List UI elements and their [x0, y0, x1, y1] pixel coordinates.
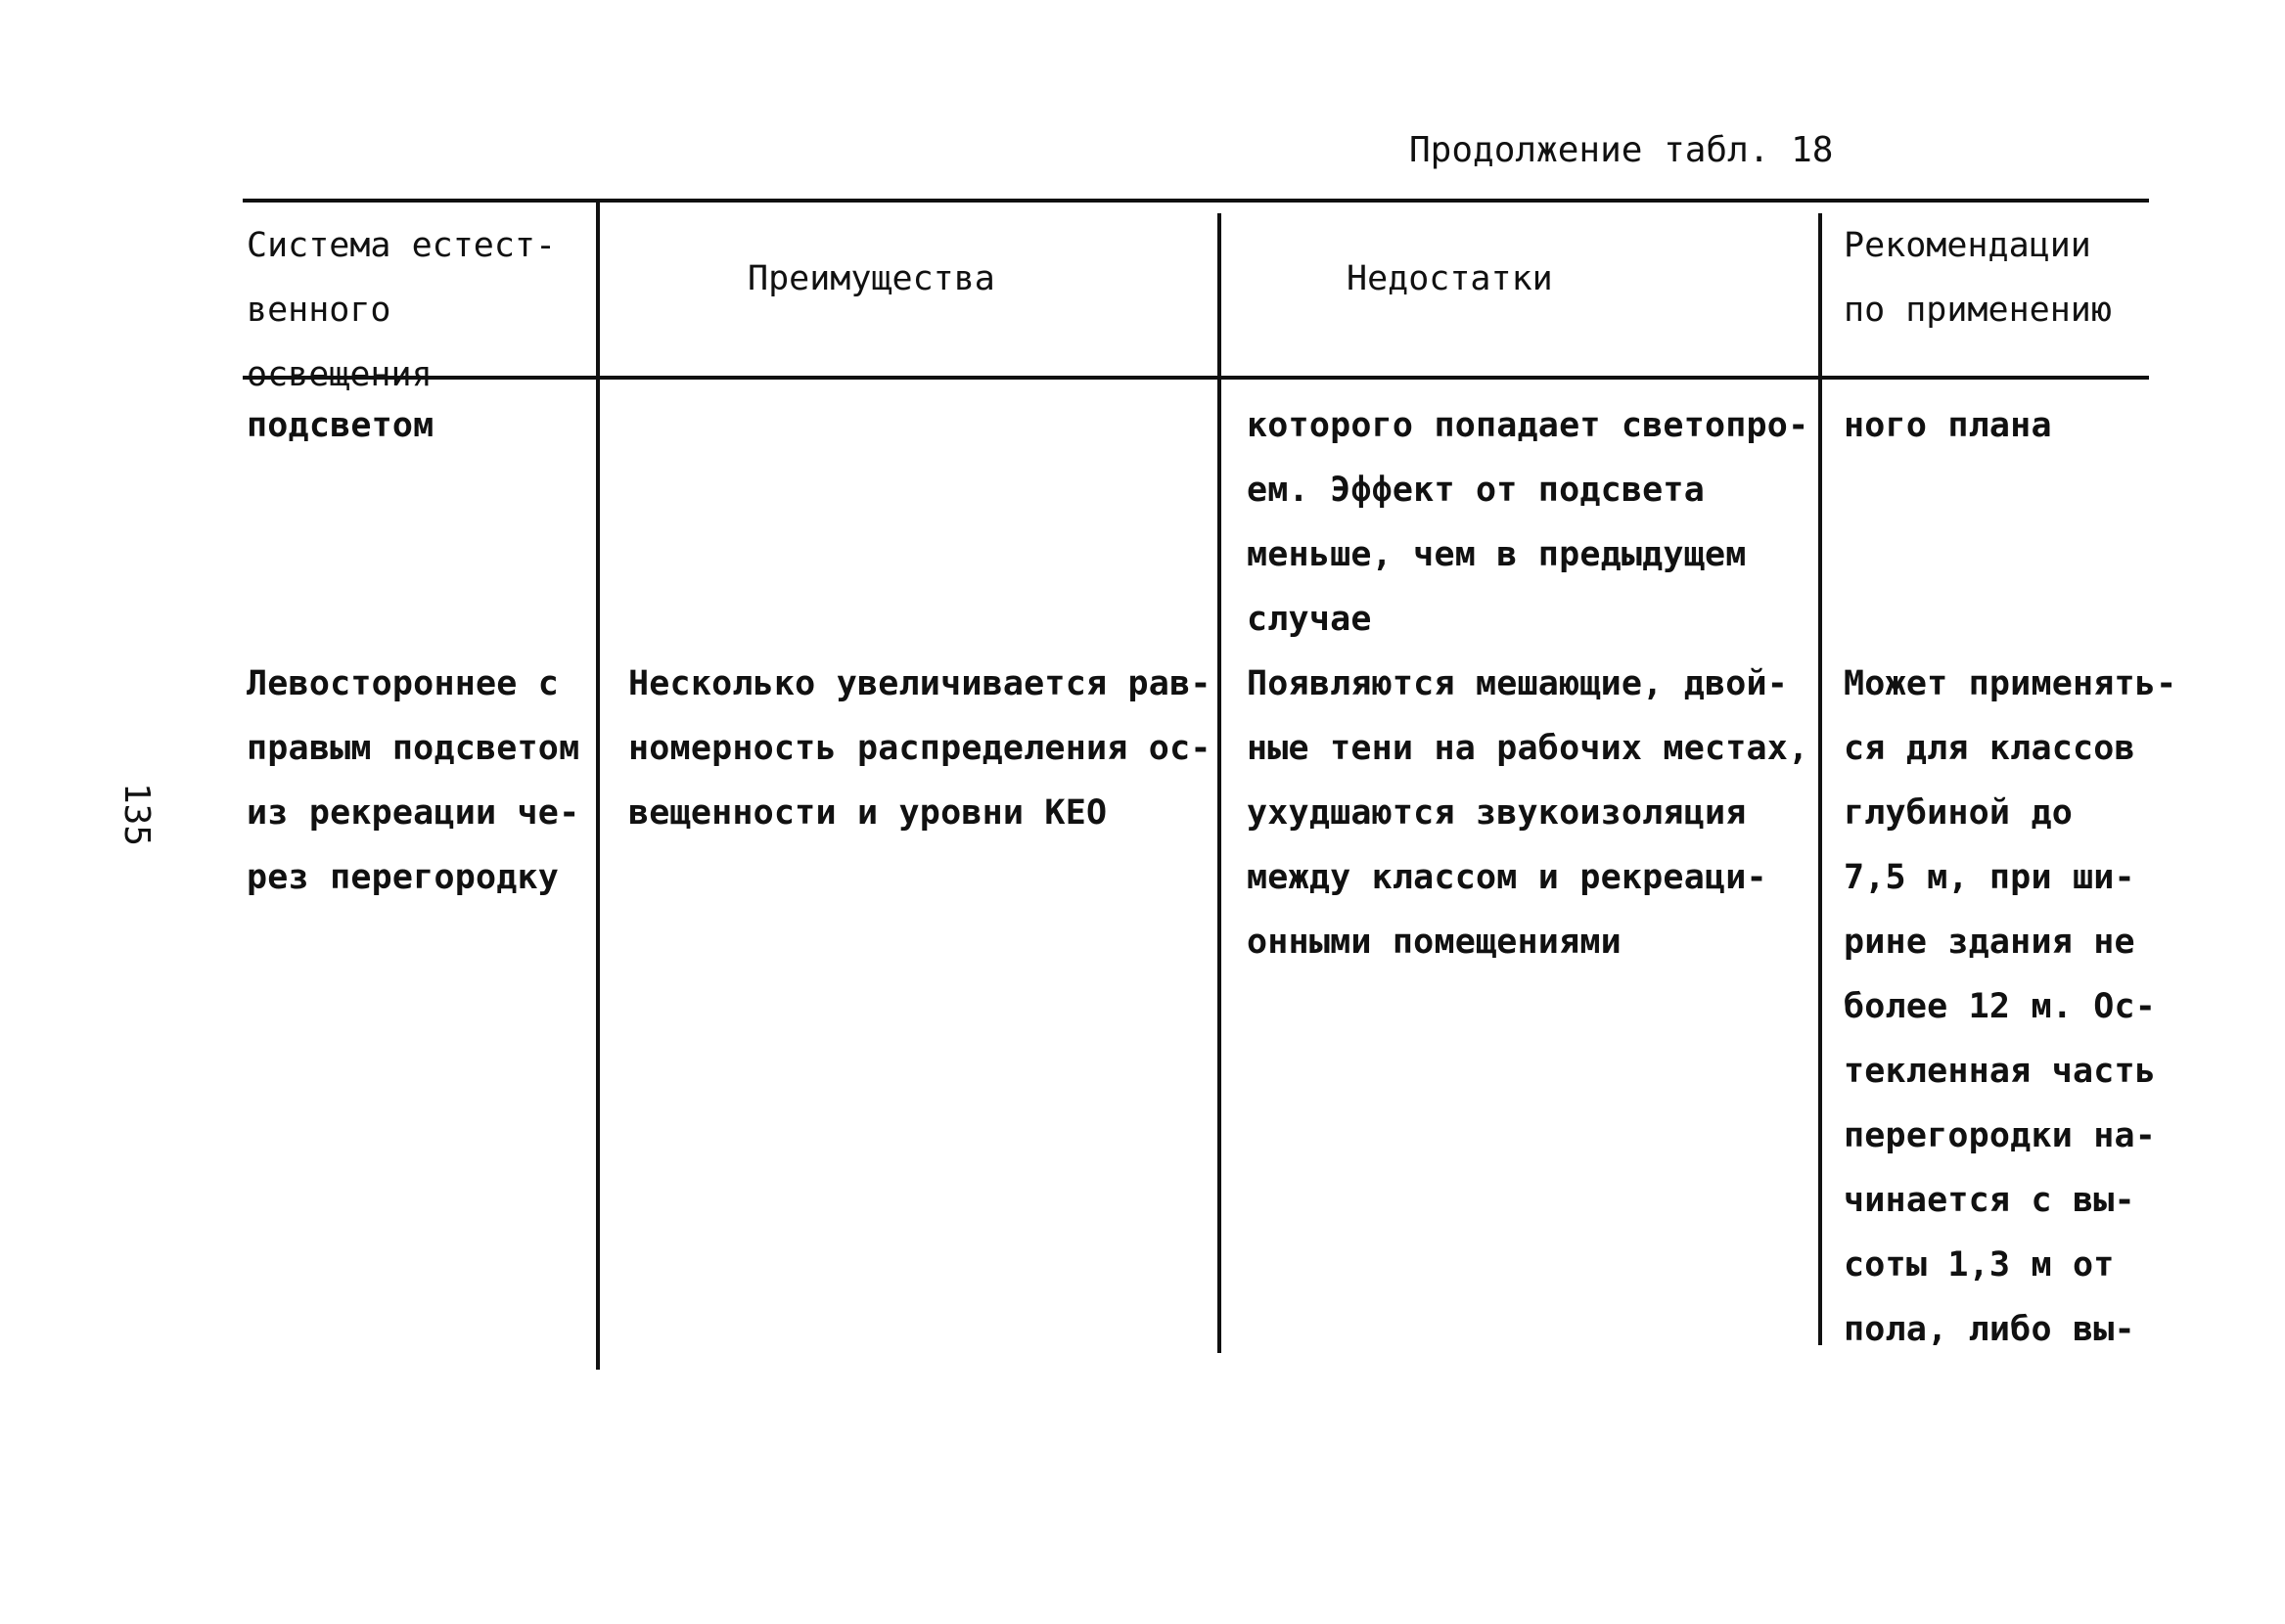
page-number: 135 [116, 783, 157, 847]
row1-disadvantages: которого попадает светопро- ем. Эффект от подсвета меньше, чем в предыдущем случае [1247, 406, 1809, 639]
row1-system: подсветом [247, 406, 434, 445]
column-divider-3 [1818, 213, 1822, 1345]
column-divider-2 [1217, 213, 1221, 1353]
header-disadvantages: Недостатки [1347, 259, 1553, 298]
row1-recommendations: ного плана [1844, 406, 2052, 445]
row2-advantages: Несколько увеличивается рав- номерность распределения ос- вещенности и уровни КЕО [628, 664, 1211, 833]
header-recommendations: Рекомендации по применению [1844, 226, 2112, 330]
column-divider-1 [596, 201, 600, 1370]
header-advantages: Преимущества [748, 259, 995, 298]
table-caption: Продолжение табл. 18 [1409, 130, 1834, 170]
row2-system: Левостороннее с правым подсветом из рекреации че- рез перегородку [247, 664, 580, 897]
row2-disadvantages: Появляются мешающие, двой- ные тени на рабочих местах, ухудшаются звукоизоляция между классом и рекреаци- онными помещениями [1247, 664, 1809, 962]
header-system: Система естест- венного освещения [247, 226, 557, 394]
table-top-rule [243, 199, 2149, 203]
row2-recommendations: Может применять- ся для классов глубиной до 7,5 м, при ши- рине здания не более 12 м. Ос- текленная часть перегородки на- чинается с вы- соты 1,3 м от пола, либо вы- [1844, 664, 2177, 1349]
